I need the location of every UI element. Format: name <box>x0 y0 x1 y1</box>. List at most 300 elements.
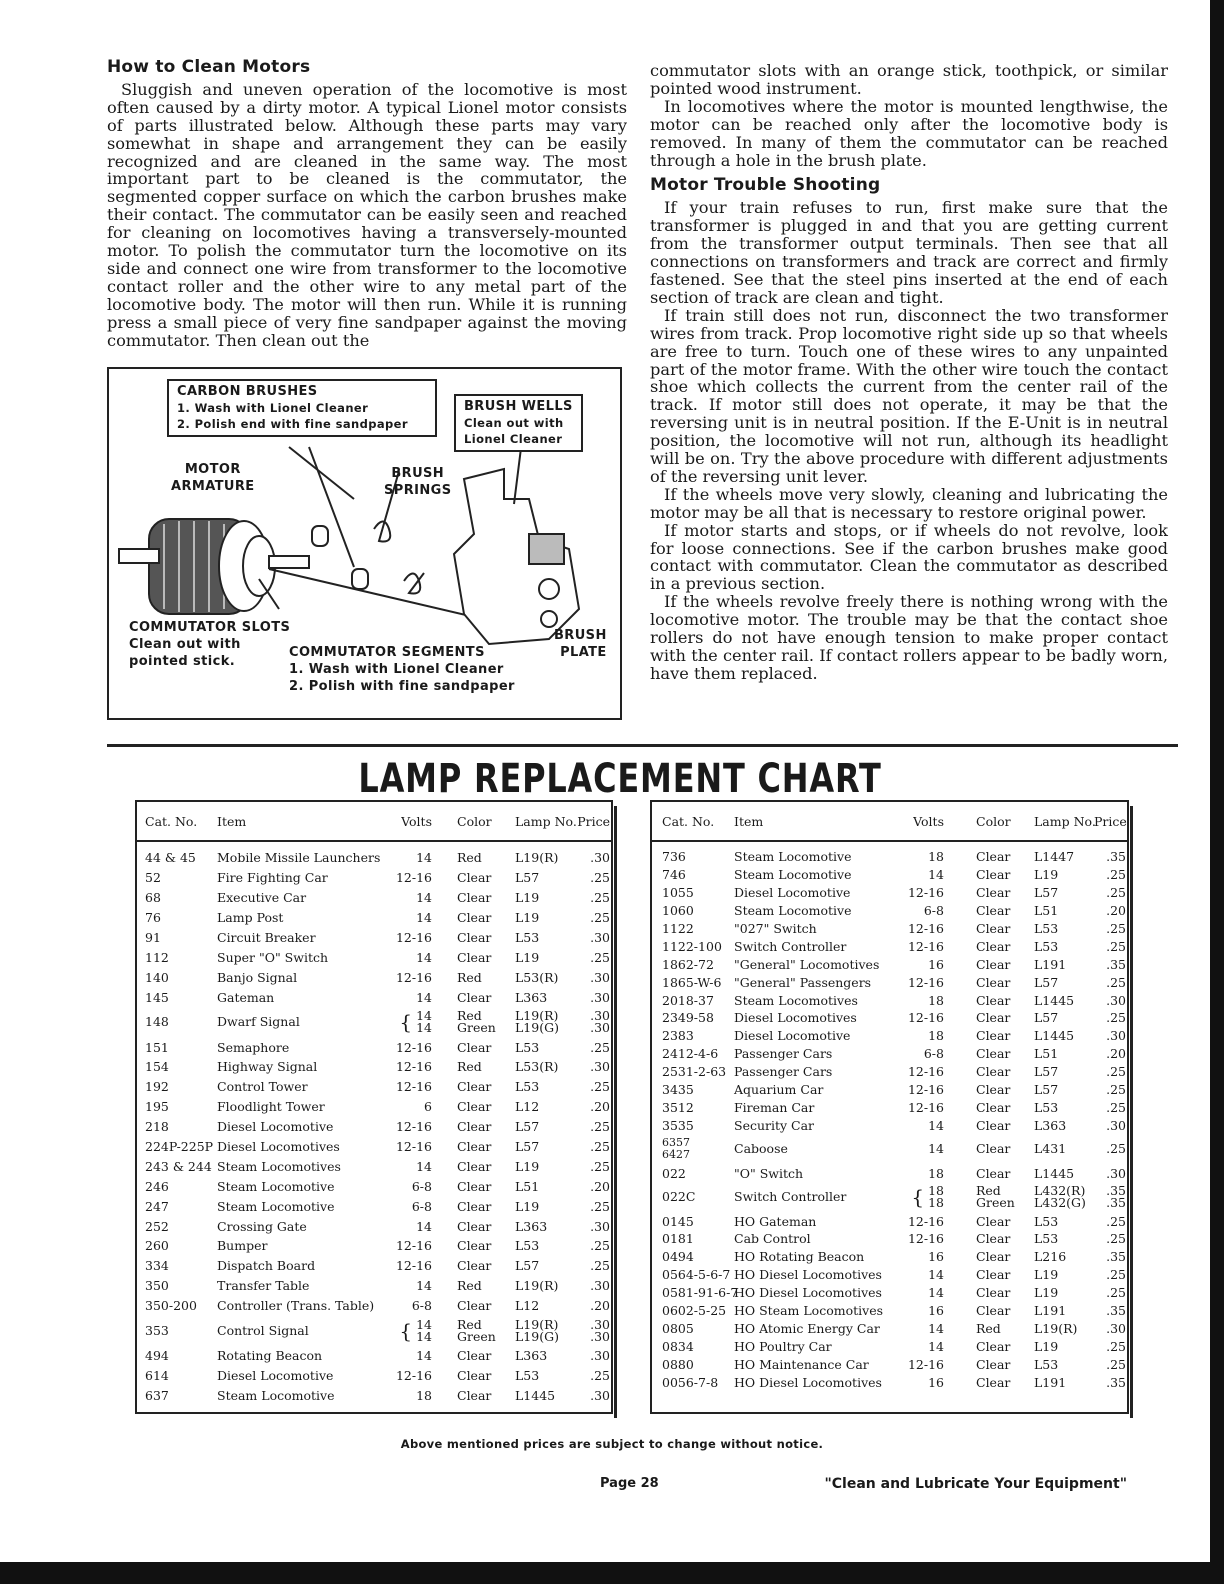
cell-item: Steam Locomotive <box>734 867 852 883</box>
cell-value: .35 <box>1106 1183 1126 1199</box>
cell-color: Clear <box>457 949 492 965</box>
cell-item: Switch Controller <box>734 938 847 954</box>
cell-item: Control Signal <box>217 1322 309 1338</box>
clean-motors-section <box>107 59 627 350</box>
cell-lamp: L51 <box>1034 903 1059 919</box>
table-row <box>652 1266 1127 1284</box>
cell-price <box>1094 1185 1126 1209</box>
cell-cat: 1060 <box>662 903 694 919</box>
cell-item: Circuit Breaker <box>217 930 316 945</box>
cell-cat: 746 <box>662 867 686 883</box>
cell-lamp: L363 <box>515 1218 548 1234</box>
cell-cat: 350-200 <box>145 1298 197 1314</box>
cell-color: Clear <box>457 930 492 945</box>
cell-price: .25 <box>590 1139 610 1155</box>
table-row <box>137 868 611 888</box>
cell-volts: 18 <box>928 992 944 1008</box>
cell-lamp <box>515 1010 575 1034</box>
table-body <box>652 842 1127 1391</box>
trouble-paragraph: If train still does not run, disconnect the two transformer wires from track. Prop locomotive right side up so that wheels are free to turn. Touch one of these wires to any unpainted part of the motor frame. With the other wire touch the contact shoe which collects the current from the center rail of the track. If motor still does not operate, it may be that the reversing unit is in neutral position. If the E-Unit is in neutral position, the locomotive will not run, although its headlight will be on. Try the above procedure with different adjustments of the reversing unit lever. <box>650 305 1168 486</box>
cell-color: Clear <box>457 910 492 926</box>
cell-item: Cab Control <box>734 1231 811 1247</box>
cell-item: Controller (Trans. Table) <box>217 1298 375 1314</box>
cell-color: Clear <box>976 921 1011 936</box>
cell-lamp: L1445 <box>1034 992 1075 1008</box>
cell-volts: 12-16 <box>907 1356 944 1372</box>
cell-cat: 0145 <box>662 1213 694 1229</box>
cell-cat: 76 <box>145 910 161 926</box>
cell-lamp: L53 <box>515 1367 540 1383</box>
brush-plate-label: BRUSH PLATE <box>554 628 607 660</box>
cell-volts: 18 <box>928 849 944 865</box>
cell-color: Clear <box>457 1258 492 1274</box>
cell-cat: 350 <box>145 1278 169 1294</box>
table-row <box>137 1097 611 1117</box>
cell-value: L19(G) <box>515 1020 559 1036</box>
cell-item: Control Tower <box>217 1079 308 1095</box>
cell-price: .20 <box>590 1178 610 1194</box>
table-row <box>652 1116 1127 1134</box>
price-note: Above mentioned prices are subject to change without notice. <box>400 1437 824 1451</box>
cell-lamp: L57 <box>515 1139 540 1155</box>
cell-cat: 2349-58 <box>662 1010 714 1026</box>
cell-price: .25 <box>1106 1141 1126 1157</box>
cell-price: .25 <box>1106 1338 1126 1354</box>
cell-lamp: L19(R) <box>1034 1320 1078 1336</box>
cell-color: Clear <box>457 1198 492 1214</box>
cell-price: .20 <box>1106 1046 1126 1062</box>
brace-mark: { <box>911 1185 925 1210</box>
cell-lamp: L19 <box>1034 1338 1059 1354</box>
cell-cat: 247 <box>145 1198 169 1214</box>
cell-cat: 140 <box>145 969 169 985</box>
cell-cat: 1862-72 <box>662 956 714 972</box>
cell-cat: 68 <box>145 890 161 906</box>
cell-cat: 353 <box>145 1322 169 1338</box>
cell-item: "General" Passengers <box>734 974 872 990</box>
cell-price: .25 <box>590 1079 610 1095</box>
column-header: Cat. No. <box>662 813 715 829</box>
cell-color <box>944 1185 1034 1209</box>
table-row <box>652 1182 1127 1212</box>
table-row <box>652 920 1127 938</box>
cell-item: HO Rotating Beacon <box>734 1249 865 1265</box>
trouble-paragraph: If motor starts and stops, or if wheels do not revolve, look for loose connections. See if the carbon brushes make good contact with commutator. Clean the commutator as described in a previous section. <box>650 520 1168 594</box>
cell-item: Gateman <box>217 989 275 1005</box>
cell-cat: 0056-7-8 <box>662 1374 719 1390</box>
cell-item: Switch Controller <box>734 1189 847 1205</box>
cell-item: Passenger Cars <box>734 1046 833 1062</box>
cell-price: .25 <box>590 1039 610 1055</box>
cell-color: Clear <box>976 885 1011 901</box>
cell-value: L432(R) <box>1034 1183 1086 1199</box>
cell-lamp: L1445 <box>515 1387 556 1403</box>
cell-price: .25 <box>1106 1267 1126 1283</box>
cell-lamp: L53 <box>515 930 540 945</box>
cell-volts: 14 <box>416 850 432 866</box>
chart-title: LAMP REPLACEMENT CHART <box>358 756 882 802</box>
cell-cat: 2018-37 <box>662 992 714 1008</box>
cell-lamp: L53 <box>1034 1099 1059 1115</box>
table-row <box>652 1045 1127 1063</box>
table-row <box>137 1156 611 1176</box>
table-row <box>137 1236 611 1256</box>
cell-cat: 0834 <box>662 1338 694 1354</box>
cell-lamp: L53(R) <box>515 1059 559 1075</box>
cell-item: Steam Locomotive <box>217 1178 335 1194</box>
cell-lamp: L12 <box>515 1099 540 1115</box>
cell-item: Diesel Locomotive <box>734 885 851 901</box>
cell-value: 14 <box>416 1316 432 1332</box>
column-header: Volts <box>913 813 944 829</box>
cell-lamp: L19 <box>515 949 540 965</box>
cell-volts: 14 <box>416 989 432 1005</box>
cell-color: Clear <box>976 992 1011 1008</box>
cell-lamp: L53(R) <box>515 969 559 985</box>
cell-lamp: L57 <box>1034 1064 1059 1080</box>
cell-price: .30 <box>1106 1117 1126 1133</box>
cell-cat: 0494 <box>662 1249 694 1265</box>
cell-cat: 154 <box>145 1059 169 1075</box>
cell-cat: 0564-5-6-7 <box>662 1267 731 1283</box>
cell-volts: 14 <box>416 890 432 906</box>
clean-motors-continuation: commutator slots with an orange stick, toothpick, or similar pointed wood instrument. <box>650 61 1168 98</box>
cell-price: .20 <box>590 1099 610 1115</box>
trouble-shooting-heading: Motor Trouble Shooting <box>650 175 881 196</box>
cell-price: .30 <box>590 1387 610 1403</box>
cell-volts: 12-16 <box>395 1139 432 1155</box>
cell-volts: 6-8 <box>411 1198 432 1214</box>
cell-lamp: L57 <box>1034 1082 1059 1098</box>
cell-item: Steam Locomotive <box>217 1198 335 1214</box>
cell-volts: 14 <box>928 1338 944 1354</box>
cell-cat: 252 <box>145 1218 169 1234</box>
cell-volts: 12-16 <box>907 885 944 901</box>
cell-color: Clear <box>976 1082 1011 1098</box>
cell-color: Clear <box>976 867 1011 883</box>
right-column <box>650 62 1168 683</box>
cell-price: .25 <box>590 910 610 926</box>
table-row <box>652 1063 1127 1081</box>
cell-cat: 44 & 45 <box>145 850 196 866</box>
cell-volts: 6-8 <box>923 903 944 919</box>
table-row <box>652 937 1127 955</box>
cell-price: .25 <box>590 1367 610 1383</box>
cell-value: Green <box>457 1328 496 1344</box>
clean-motors-paragraph-2: In locomotives where the motor is mounted lengthwise, the motor can be reached only after the locomotive body is removed. In many of them the commutator can be reached through a hole in the brush plate. <box>650 96 1168 170</box>
table-row <box>652 1248 1127 1266</box>
cell-color: Clear <box>976 1099 1011 1115</box>
cell-volts: 14 <box>928 1117 944 1133</box>
cell-cat: 2383 <box>662 1028 694 1044</box>
cell-price: .35 <box>1106 956 1126 972</box>
cell-price: .25 <box>1106 1213 1126 1229</box>
cell-value: .30 <box>590 1008 610 1024</box>
brace-mark: { <box>399 1318 413 1343</box>
cell-item: Fire Fighting Car <box>217 870 328 886</box>
cell-price: .30 <box>590 989 610 1005</box>
cell-color: Clear <box>457 1298 492 1314</box>
cell-item: HO Steam Locomotives <box>734 1303 884 1319</box>
cell-volts: 16 <box>928 1374 944 1390</box>
cell-volts: 12-16 <box>395 930 432 945</box>
cell-value: L19(G) <box>515 1328 559 1344</box>
table-row <box>137 967 611 987</box>
column-header: Price <box>577 813 610 829</box>
table-row <box>652 1337 1127 1355</box>
cell-price: .25 <box>1106 1010 1126 1026</box>
cell-item: Super "O" Switch <box>217 949 329 965</box>
table-row <box>652 973 1127 991</box>
cell-cat: 0602-5-25 <box>662 1303 727 1319</box>
cell-item: Fireman Car <box>734 1099 815 1115</box>
cell-price: .25 <box>1106 867 1126 883</box>
brush-wells-callout: BRUSH WELLS Clean out with Lionel Cleaner <box>454 394 583 452</box>
table-row <box>137 848 611 868</box>
cell-cat: 3512 <box>662 1099 694 1115</box>
cell-item: Dispatch Board <box>217 1258 316 1274</box>
cell-volts: 12-16 <box>907 974 944 990</box>
table-row <box>137 947 611 967</box>
cell-price: .25 <box>590 1258 610 1274</box>
cell-volts: 14 <box>928 867 944 883</box>
cell-volts: 12-16 <box>907 1082 944 1098</box>
cell-color: Clear <box>457 1367 492 1383</box>
cell-price: .30 <box>1106 1165 1126 1181</box>
cell-color: Clear <box>976 1374 1011 1390</box>
table-row <box>137 1176 611 1196</box>
cell-lamp: L57 <box>1034 1010 1059 1026</box>
cell-lamp: L431 <box>1034 1141 1067 1157</box>
cell-color: Clear <box>457 870 492 886</box>
cell-item: Diesel Locomotive <box>734 1028 851 1044</box>
cell-item: Rotating Beacon <box>217 1348 323 1364</box>
cell-color: Red <box>457 969 482 985</box>
cell-lamp: L19 <box>515 910 540 926</box>
cell-cat: 736 <box>662 849 686 865</box>
cell-item: Aquarium Car <box>734 1082 824 1098</box>
cell-color: Clear <box>457 1387 492 1403</box>
table-row <box>652 1230 1127 1248</box>
cell-price: .25 <box>590 870 610 886</box>
cell-price: .30 <box>590 1218 610 1234</box>
cell-lamp: L19 <box>1034 1267 1059 1283</box>
cell-volts: 12-16 <box>395 1039 432 1055</box>
table-row <box>652 991 1127 1009</box>
cell-lamp: L191 <box>1034 1374 1067 1390</box>
cell-volts: 12-16 <box>395 1258 432 1274</box>
cell-color: Clear <box>457 1238 492 1254</box>
cell-lamp: L53 <box>1034 921 1059 936</box>
cell-color: Clear <box>976 903 1011 919</box>
cell-color: Clear <box>976 1356 1011 1372</box>
cell-volts: 6-8 <box>411 1178 432 1194</box>
cell-volts: 12-16 <box>395 1059 432 1075</box>
table-row <box>652 1098 1127 1116</box>
scan-edge <box>1210 0 1224 1584</box>
cell-item: Floodlight Tower <box>217 1099 325 1115</box>
cell-item: "O" Switch <box>734 1165 804 1181</box>
table-row <box>137 928 611 948</box>
cell-color: Red <box>457 850 482 866</box>
cell-volts: 12-16 <box>907 921 944 936</box>
cell-item: Executive Car <box>217 890 307 906</box>
cell-item: Steam Locomotive <box>217 1387 335 1403</box>
cell-cat: 246 <box>145 1178 169 1194</box>
cell-color: Red <box>457 1059 482 1075</box>
cell-price <box>575 1316 610 1344</box>
cell-color: Clear <box>976 1285 1011 1301</box>
cell-cat: 1122-100 <box>662 938 722 954</box>
cell-volts: 14 <box>928 1285 944 1301</box>
cell-lamp: L53 <box>515 1238 540 1254</box>
cell-color: Clear <box>457 1119 492 1135</box>
cell-lamp: L191 <box>1034 1303 1067 1319</box>
clean-motors-heading: How to Clean Motors <box>107 57 311 77</box>
cell-lamp: L19 <box>515 1158 540 1174</box>
cell-value: L19(R) <box>515 1008 559 1024</box>
cell-price: .25 <box>1106 1231 1126 1247</box>
cell-color: Clear <box>457 1178 492 1194</box>
cell-item: Caboose <box>734 1141 788 1157</box>
cell-color: Clear <box>976 1028 1011 1044</box>
cell-lamp: L57 <box>1034 974 1059 990</box>
column-header: Color <box>457 813 492 829</box>
commutator-slots-label: COMMUTATOR SLOTS Clean out with pointed stick. <box>129 620 291 669</box>
table-row <box>652 884 1127 902</box>
table-header <box>137 802 611 842</box>
cell-color: Clear <box>976 1303 1011 1319</box>
cell-item: HO Diesel Locomotives <box>734 1267 882 1283</box>
cell-color: Clear <box>976 1165 1011 1181</box>
cell-lamp: L363 <box>1034 1117 1067 1133</box>
cell-cat: 1122 <box>662 921 694 936</box>
cell-volts: 12-16 <box>395 1119 432 1135</box>
cell-cat: 2531-2-63 <box>662 1064 727 1080</box>
table-header <box>652 802 1127 842</box>
cell-volts: 16 <box>928 956 944 972</box>
cell-price: .25 <box>1106 1285 1126 1301</box>
cell-value: 14 <box>416 1008 432 1024</box>
cell-cat: 112 <box>145 949 169 965</box>
cell-price: .35 <box>1106 1303 1126 1319</box>
cell-color: Clear <box>976 1231 1011 1247</box>
cell-color: Clear <box>976 849 1011 865</box>
cell-lamp: L19 <box>515 890 540 906</box>
cell-color: Clear <box>976 1064 1011 1080</box>
cell-price: .35 <box>1106 849 1126 865</box>
cell-price: .25 <box>1106 974 1126 990</box>
trouble-paragraph: If the wheels revolve freely there is nothing wrong with the locomotive motor. The trouble may be that the contact shoe rollers do not have enough tension to make proper contact with the center rail. If contact rollers appear to be badly worn, have them replaced. <box>650 592 1168 683</box>
cell-item: "General" Locomotives <box>734 956 880 972</box>
cell-price: .25 <box>590 1119 610 1135</box>
cell-cat: 151 <box>145 1039 169 1055</box>
cell-color: Clear <box>976 1267 1011 1283</box>
cell-cat: 494 <box>145 1348 169 1364</box>
cell-color: Clear <box>457 1348 492 1364</box>
cell-lamp: L19 <box>515 1198 540 1214</box>
table-row <box>652 1027 1127 1045</box>
cell-lamp: L363 <box>515 1348 548 1364</box>
cell-value: L19(R) <box>515 1316 559 1332</box>
table-row <box>652 955 1127 973</box>
cell-cat: 0805 <box>662 1320 694 1336</box>
brush-springs-label: BRUSH SPRINGS <box>384 466 452 498</box>
cell-cat <box>652 1137 734 1161</box>
cell-price: .25 <box>590 890 610 906</box>
column-header: Item <box>217 813 247 829</box>
cell-lamp: L53 <box>515 1039 540 1055</box>
table-row <box>137 1216 611 1236</box>
cell-cat: 52 <box>145 870 161 886</box>
cell-item: Lamp Post <box>217 910 284 926</box>
cell-item: Highway Signal <box>217 1059 318 1075</box>
cell-price: .30 <box>1106 1320 1126 1336</box>
cell-volts: 12-16 <box>395 870 432 886</box>
cell-volts: 12-16 <box>907 1213 944 1229</box>
cell-item: HO Diesel Locomotives <box>734 1285 882 1301</box>
table-row <box>137 1276 611 1296</box>
table-row <box>137 1346 611 1366</box>
cell-volts: 14 <box>416 1158 432 1174</box>
cell-lamp: L19(R) <box>515 850 559 866</box>
cell-value: Green <box>976 1195 1015 1211</box>
cell-color <box>432 1316 515 1344</box>
cell-volts: 12-16 <box>395 1367 432 1383</box>
table-row <box>137 1385 611 1405</box>
cell-lamp: L57 <box>1034 885 1059 901</box>
lamp-table-right <box>650 800 1129 1414</box>
column-header: Lamp No. <box>1034 813 1096 829</box>
table-row <box>137 1007 611 1037</box>
table-row <box>137 888 611 908</box>
cell-lamp: L1445 <box>1034 1028 1075 1044</box>
cell-value: Red <box>976 1183 1001 1199</box>
column-header: Color <box>976 813 1011 829</box>
cell-item: Steam Locomotives <box>217 1158 341 1174</box>
trouble-paragraph: If the wheels move very slowly, cleaning and lubricating the motor may be all that is necessary to restore original power. <box>650 484 1168 522</box>
cell-color: Clear <box>457 1158 492 1174</box>
cell-price: .30 <box>590 850 610 866</box>
cell-volts: 12-16 <box>395 1079 432 1095</box>
cell-price: .35 <box>1106 1374 1126 1390</box>
cell-lamp: L12 <box>515 1298 540 1314</box>
cell-cat: 192 <box>145 1079 169 1095</box>
cell-volts: 14 <box>416 1348 432 1364</box>
cell-color: Clear <box>457 989 492 1005</box>
cell-price: .25 <box>1106 885 1126 901</box>
table-row <box>137 1296 611 1316</box>
table-row <box>652 1373 1127 1391</box>
lamp-table-left <box>135 800 613 1414</box>
cell-price: .25 <box>1106 938 1126 954</box>
carbon-brushes-callout: CARBON BRUSHES 1. Wash with Lionel Cleaner 2. Polish end with fine sandpaper <box>167 379 437 437</box>
cell-cat: 243 & 244 <box>145 1158 212 1174</box>
table-row <box>137 1316 611 1346</box>
cell-cat: 195 <box>145 1099 169 1115</box>
cell-cat: 0181 <box>662 1231 694 1247</box>
cell-price: .25 <box>1106 1064 1126 1080</box>
cell-color: Clear <box>457 1099 492 1115</box>
cell-cat: 260 <box>145 1238 169 1254</box>
cell-item: Diesel Locomotives <box>217 1139 340 1155</box>
cell-volts: 18 <box>928 1028 944 1044</box>
cell-item: "027" Switch <box>734 921 817 936</box>
cell-item: HO Poultry Car <box>734 1338 832 1354</box>
cell-cat: 3435 <box>662 1082 694 1098</box>
cell-value: 6427 <box>662 1148 690 1162</box>
table-row <box>137 1256 611 1276</box>
